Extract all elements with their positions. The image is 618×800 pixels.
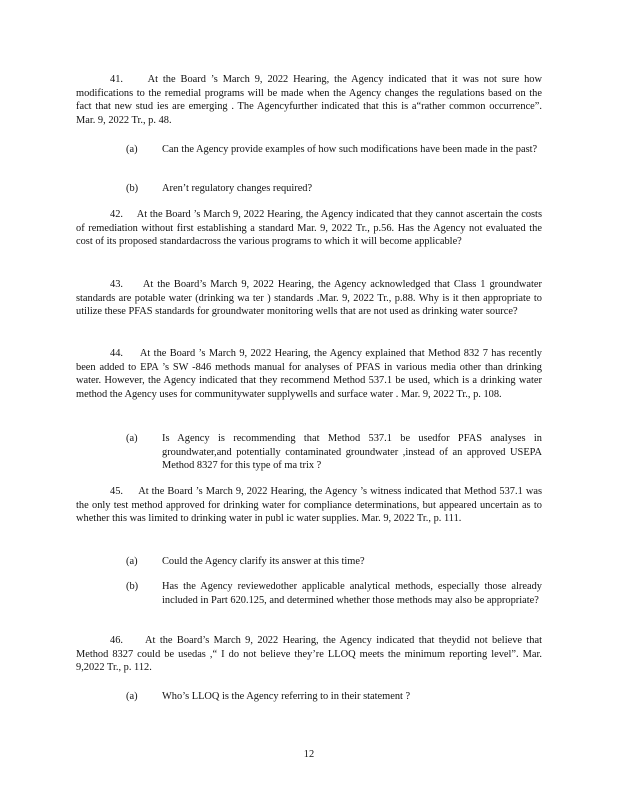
subitem-46a bbox=[126, 690, 542, 704]
subitem-text: Aren’t regulatory changes required? bbox=[162, 183, 313, 194]
paragraph-text: At the Board ’s March 9, 2022 Hearing, the Agency ’s witness indicated that Method 537.1 was the only test method approved for drinking water for compliance determinations, but appeared uncertain as to whether this was limited to drinking water in publ ic water supplies. Mar. 9, 2022 Tr., p. 111. bbox=[76, 486, 542, 525]
subitem-label: (a) bbox=[126, 691, 138, 702]
paragraph-text: At the Board’s March 9, 2022 Hearing, the Agency indicated that theydid not believe that Method 8327 could be usedas ,“ I do not believe they’re LLOQ meets the minimum reporting level”. Mar. 9,2022 Tr., p. 112. bbox=[76, 635, 542, 674]
subitem-text: Could the Agency clarify its answer at this time? bbox=[162, 556, 365, 567]
subitem-label: (b) bbox=[126, 183, 139, 194]
subitem-44a bbox=[126, 432, 542, 473]
paragraph-43 bbox=[76, 278, 542, 319]
paragraph-text: At the Board ’s March 9, 2022 Hearing, the Agency indicated that it was not sure how modifications to the remedial programs will be made when the Agency changes the regulations based on the fact that new stud ies are emerging . The Agencyfurther indicated that this is a“rather common occurrence”. Mar. 9, 2022 Tr., p. 48. bbox=[76, 74, 542, 126]
subitem-label: (a) bbox=[126, 144, 138, 155]
subitem-text: Who’s LLOQ is the Agency referring to in their statement ? bbox=[162, 691, 411, 702]
paragraph-text: At the Board’s March 9, 2022 Hearing, the Agency acknowledged that Class 1 groundwater standards are potable water (drinking wa ter ) standards .Mar. 9, 2022 Tr., p.88. Why is it then appropriate to utilize these PFAS standards for groundwater monitoring wells that are not used as drinking water source? bbox=[76, 279, 542, 318]
paragraph-number: 45. bbox=[110, 486, 123, 497]
paragraph-45 bbox=[76, 485, 542, 526]
paragraph-number: 42. bbox=[110, 209, 123, 220]
paragraph-number: 41. bbox=[110, 74, 123, 85]
paragraph-text: At the Board ’s March 9, 2022 Hearing, the Agency explained that Method 832 7 has recently been added to EPA ’s SW -846 methods manual for analyses of PFAS in various media other than drinking water. However, the Agency indicated that they recommend Method 537.1 be used, which is a drinking water method the Agency uses for communitywater supplywells and surface water . Mar. 9, 2022 Tr., p. 108. bbox=[76, 348, 542, 400]
subitem-label: (a) bbox=[126, 556, 138, 567]
page-number: 12 bbox=[303, 749, 315, 760]
paragraph-number: 43. bbox=[110, 279, 123, 290]
subitem-label: (a) bbox=[126, 433, 138, 444]
subitem-text: Can the Agency provide examples of how such modifications have been made in the past? bbox=[162, 144, 538, 155]
subitem-text: Is Agency is recommending that Method 537.1 be usedfor PFAS analyses in groundwater,and potentially contaminated groundwater ,instead of an approved USEPA Method 8327 for this type of ma trix ? bbox=[162, 433, 542, 472]
paragraph-text: At the Board ’s March 9, 2022 Hearing, the Agency indicated that they cannot ascertain the costs of remediation without first establishing a standard Mar. 9, 2022 Tr., p.56. Has the Agency not evaluated the cost of its proposed standardacross the various programs to which it will become applicable? bbox=[76, 209, 542, 248]
subitem-45a bbox=[126, 555, 542, 569]
subitem-text: Has the Agency reviewedother applicable analytical methods, especially those already included in Part 620.125, and determined whether those methods may also be appropriate? bbox=[162, 581, 542, 606]
paragraph-41 bbox=[76, 73, 542, 127]
subitem-41a bbox=[126, 143, 542, 157]
paragraph-42 bbox=[76, 208, 542, 249]
paragraph-number: 44. bbox=[110, 348, 123, 359]
paragraph-number: 46. bbox=[110, 635, 123, 646]
paragraph-44 bbox=[76, 347, 542, 401]
subitem-41b bbox=[126, 182, 542, 196]
subitem-label: (b) bbox=[126, 581, 139, 592]
subitem-45b bbox=[126, 580, 542, 607]
paragraph-46 bbox=[76, 634, 542, 675]
